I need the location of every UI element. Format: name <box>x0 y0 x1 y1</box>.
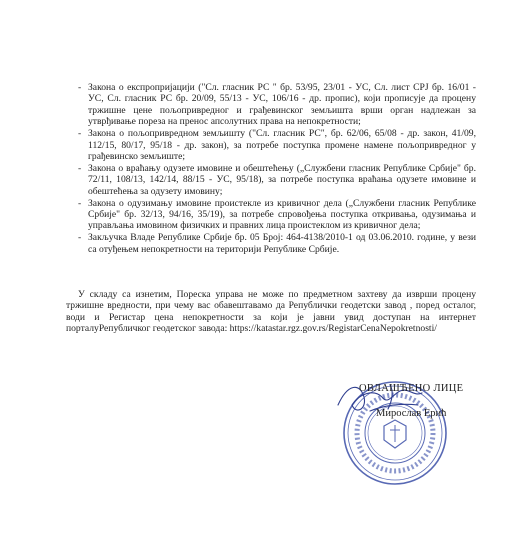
list-item-text: Закључка Владе Републике Србије бр. 05 Број: 464-4138/2010-1 од 03.06.2010. године, у вези са отуђењем непокретности на територији Републике Србије. <box>88 232 476 255</box>
legal-basis-list <box>78 82 476 256</box>
list-bullet: - <box>78 162 82 174</box>
list-item <box>78 197 476 232</box>
list-bullet: - <box>78 128 82 140</box>
conclusion-paragraph: У складу са изнетим, Пореска управа не може по предметном захтеву да изврши процену тржишне вредности, при чему вас обавештавамо да Републички геодетски завод , поред осталог, води и Регистар цена непокретности за који је јавни увид доступан на интернет порталуРепубличког геодетског завода: https://katastar.rgz.gov.rs/RegistarCenaNepokretnosti/ <box>66 289 476 335</box>
list-item-text: Закона о пољопривредном земљишту ("Сл. гласник РС", бр. 62/06, 65/08 - др. закон, 41/09, 112/15, 80/17, 95/18 - др. закон), за потребе поступка промене намене пољопривредног у грађевинско земљиште; <box>88 128 476 162</box>
list-bullet: - <box>78 197 82 209</box>
list-item <box>78 162 476 197</box>
list-item-text: Закона о експропријацији ("Сл. гласник РС " бр. 53/95, 23/01 - УС, Сл. лист СРЈ бр. 16/01 - УС, Сл. гласник РС бр. 20/09, 55/13 - УС, 106/16 - др. пропис), који прописује да процену тржишне цене пољопривредног и грађевинског земљишта врши орган надлежан за утврђивање пореза на пренос апсолутних права на непокретности; <box>88 82 476 128</box>
list-item <box>78 128 476 162</box>
list-item-text: Закона о враћању одузете имовине и обештећењу („Службени гласник Републике Србије" бр. 72/11, 108/13, 142/14, 88/15 - УС, 95/18), за потребе поступка враћања одузете имовине и обештећења за одузету имовину; <box>88 162 476 197</box>
list-item <box>78 82 476 128</box>
list-item-text: Закона о одузимању имовине проистекле из кривичног дела („Службени гласник Републике Србије" бр. 32/13, 94/16, 35/19), за потребе спровођења поступка откривања, одузимања и управљања имовином физичких и правних лица проистеклом из кривичног дела; <box>88 197 476 232</box>
signatory-name: Мирослав Ерић <box>376 408 447 419</box>
signatory-title: ОВЛАШЋЕНО ЛИЦЕ <box>359 383 464 394</box>
list-item <box>78 232 476 255</box>
list-bullet: - <box>78 232 82 244</box>
list-bullet: - <box>78 82 82 93</box>
